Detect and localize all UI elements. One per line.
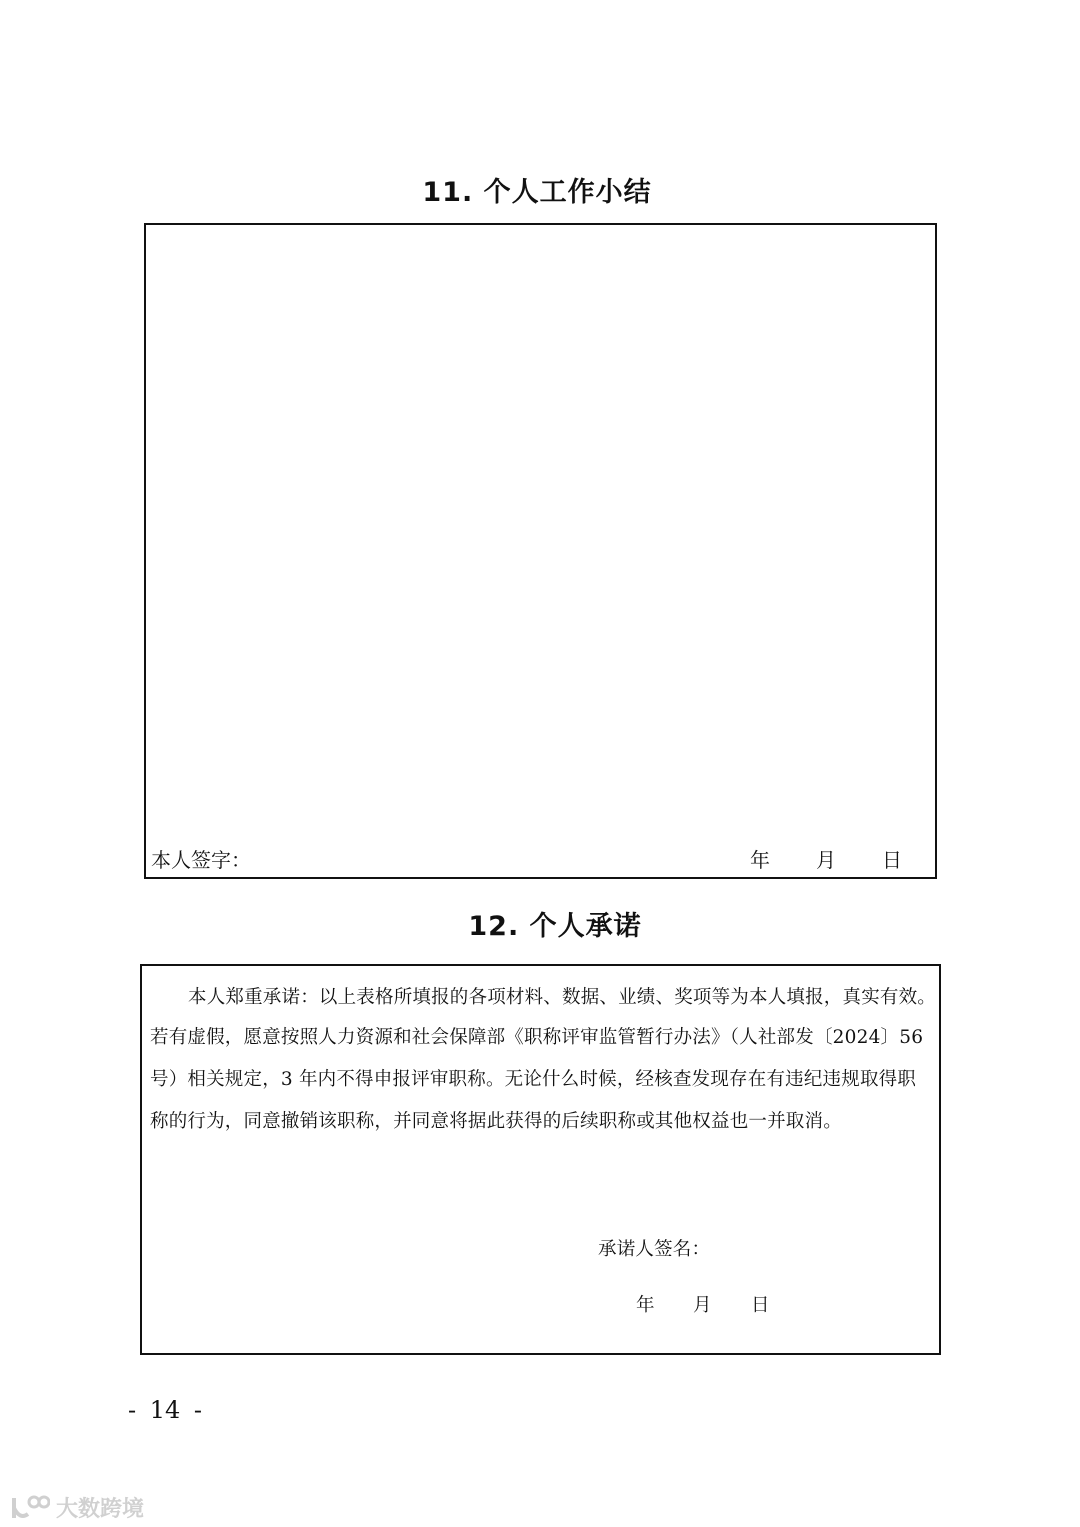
section-11-title: 11. 个人工作小结 [422,177,652,208]
section-12-title: 12. 个人承诺 [468,911,642,942]
commitment-box [140,964,941,1355]
date-month: 月 [816,848,836,872]
commitment-line: 若有虚假，愿意按照人力资源和社会保障部《职称评审监管暂行办法》（人社部发〔2024〕56 [150,1027,924,1048]
signature-label: 本人签字： [151,848,251,872]
work-summary-box[interactable] [144,223,937,879]
date-year: 年 [750,848,770,872]
commitment-signature-label: 承诺人签名： [598,1239,711,1260]
date-day: 日 [751,1295,770,1316]
commitment-line: 号）相关规定，3 年内不得申报评审职称。无论什么时候，经核查发现存在有违纪违规取得职 [150,1069,917,1090]
date-day: 日 [882,848,902,872]
page-number: - 14 - [128,1396,203,1424]
watermark-logo-icon [10,1494,50,1522]
date-year: 年 [636,1295,655,1316]
commitment-line: 称的行为，同意撤销该职称，并同意将据此获得的后续职称或其他权益也一并取消。 [150,1111,842,1132]
commitment-line: 本人郑重承诺：以上表格所填报的各项材料、数据、业绩、奖项等为本人填报，真实有效。 [188,987,937,1008]
date-month: 月 [693,1295,712,1316]
watermark [10,1492,144,1523]
watermark-text: 大数跨境 [56,1497,145,1522]
